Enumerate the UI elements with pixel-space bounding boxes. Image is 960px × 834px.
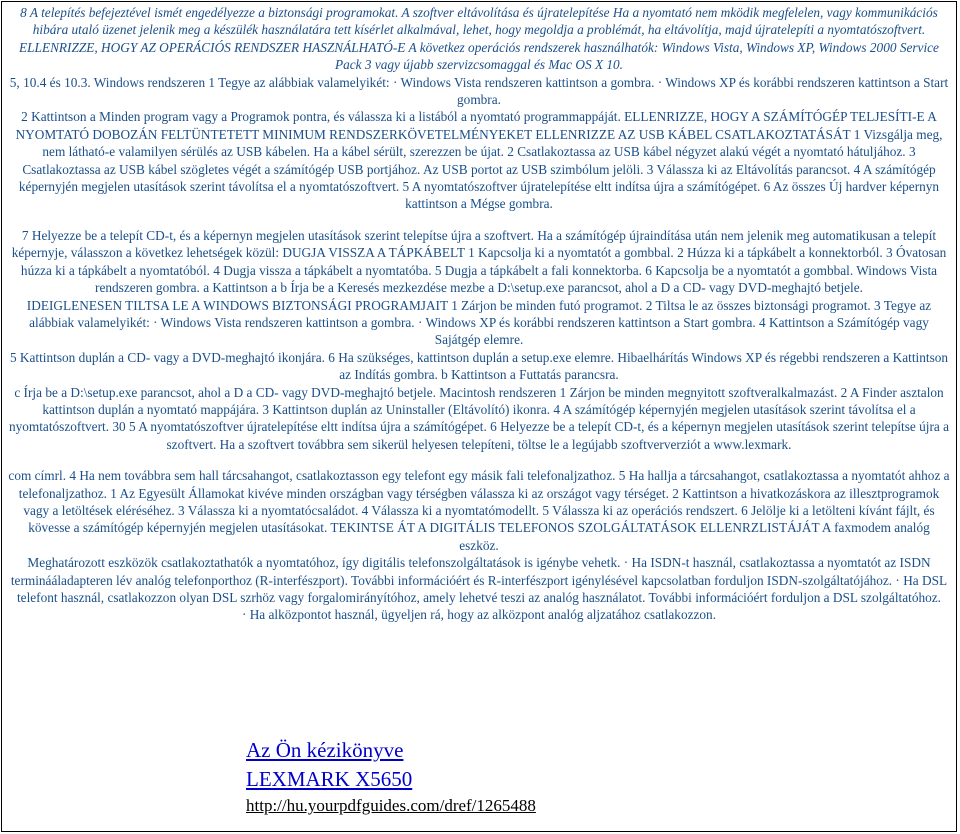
text-block-uninstall <box>8 4 950 213</box>
paragraph: 8 A telepítés befejeztével ismét engedélyezze a biztonsági programokat. A szoftver eltávolítása és újratelepítése Ha a nyomtató nem mködik megfelelen, vagy kommunikációs hibára utaló üzenet jelenik meg a készülék használatára tett kísérlet alkalmával, lehet, hogy megoldja a problémát, ha eltávolítja, majd újratelepíti a nyomtatószoftvert. ELLENRIZZE, HOGY AZ OPERÁCIÓS RENDSZER HASZNÁLHATÓ-E A következ operációs rendszerek használhatók: Windows Vista, Windows XP, Windows 2000 Service Pack 3 vagy újabb szervizcsomaggal és Mac OS X 10. <box>19 5 939 73</box>
paragraph: 7 Helyezze be a telepít CD-t, és a képernyn megjelen utasítások szerint telepítse újra a szoftvert. Ha a számítógép újraindítása után nem jelenik meg automatikusan a telepít képernyje, válasszon a következ lehetségek közül: DUGJA VISSZA A TÁPKÁBELT 1 Kapcsolja ki a nyomtatót a gombbal. 2 Húzza ki a tápkábelt a konnektorból. 3 Óvatosan húzza ki a tápkábelt a nyomtatóból. 4 Dugja vissza a tápkábelt a nyomtatóba. 5 Dugja a tápkábelt a fali konnektorba. 6 Kapcsolja be a nyomtatót a gombbal. Windows Vista rendszeren gombra. a Kattintson a b Írja be a Keresés mezkezdése mezbe a D:\setup.exe parancsot, ahol a D a CD- vagy DVD-meghajtó betjele. <box>11 227 947 296</box>
manual-title-link[interactable]: Az Ön kézikönyve <box>246 738 404 762</box>
paragraph: com címrl. 4 Ha nem továbbra sem hall tárcsahangot, csatlakoztasson egy telefont egy másik fali telefonaljzathoz. 5 Ha hallja a tárcsahangot, csatlakoztassa a nyomtatót ahhoz a telefonaljzathoz. 1 Az Egyesült Államokat kivéve minden országban vagy térségben válassza ki az országot vagy térséget. 2 Kattintson a hivatkozáskora az illesztprogramok vagy a letöltések eléréséhez. 3 Válassza ki a nyomtatócsaládot. 4 Válassza ki a nyomtatómodellt. 5 Válassza ki az operációs rendszert. 6 Jelölje ki a letölteni kívánt fájlt, és kövesse a számítógép képernyjén megjelen utasításokat. TEKINTSE ÁT A DIGITÁLIS TELEFONOS SZOLGÁLTATÁSOK ELLENRZLISTÁJÁT A faxmodem analóg eszköz. <box>8 468 950 553</box>
text-block-reinstall <box>8 227 950 453</box>
document-body <box>8 4 950 624</box>
text-block-telephone <box>8 467 950 624</box>
paragraph: 5, 10.4 és 10.3. Windows rendszeren 1 Tegye az alábbiak valamelyikét: · Windows Vista rendszeren kattintson a gombra. · Windows XP és korábbi rendszeren kattintson a Start gombra. <box>9 74 949 108</box>
guide-url-link[interactable]: http://hu.yourpdfguides.com/dref/1265488 <box>246 796 536 815</box>
paragraph: c Írja be a D:\setup.exe parancsot, ahol a D a CD- vagy DVD-meghajtó betjele. Macintosh rendszeren 1 Zárjon be minden megnyitott szoftveralkalmazást. 2 A Finder asztalon kattintson duplán a nyomtató mappájára. 3 Kattintson duplán az Uninstaller (Eltávolító) ikonra. 4 A számítógép képernyjén megjelen utasítások szerint távolítsa el a nyomtatószoftvert. 30 5 A nyomtatószoftver újratelepítése eltt indítsa újra a számítógépet. 6 Helyezze be a telepít CD-t, és a képernyn megjelen utasítások szerint telepítse újra a szoftvert. Ha a szoftvert továbbra sem sikerül helyesen telepíteni, töltse le a legújabb szoftververziót a www.lexmark. <box>8 384 950 452</box>
paragraph: · Ha alközpontot használ, ügyeljen rá, hogy az alközpont analóg aljzatához csatlakozzon. <box>241 607 717 623</box>
product-name-link[interactable]: LEXMARK X5650 <box>246 767 413 791</box>
paragraph: 2 Kattintson a Minden program vagy a Programok pontra, és válassza ki a listából a nyomtató programmappáját. ELLENRIZZE, HOGY A SZÁMÍTÓGÉP TELJESÍTI-E A NYOMTATÓ DOBOZÁN FELTÜNTETETT MINIMUM RENDSZERKÖVETELMÉNYEKET ELLENRIZZE AZ USB KÁBEL CSATLAKOZTATÁSÁT 1 Vizsgálja meg, nem látható-e valamilyen sérülés az USB kábelen. Ha a kábel sérült, szerezzen be újat. 2 Csatlakoztassa az USB kábel négyzet alakú végét a nyomtató hátuljához. 3 Csatlakoztassa az USB kábel szögletes végét a számítógép USB portjához. Az USB portot az USB szimbólum jelöli. 3 Válassza ki az Eltávolítás parancsot. 4 A számítógép képernyjén megjelen utasítások szerint távolítsa el a nyomtatószoftvert. 5 A nyomtatószoftver újratelepítése eltt indítsa újra a számítógépet. 6 Az összes Új hardver képernyn kattintson a Mégse gombra. <box>15 109 943 212</box>
paragraph: 5 Kattintson duplán a CD- vagy a DVD-meghajtó ikonjára. 6 Ha szükséges, kattintson duplán a setup.exe elemre. Hibaelhárítás Windows XP és régebbi rendszeren a Kattintson az Indítás gombra. b Kattintson a Futtatás parancsra. <box>9 349 949 383</box>
block-spacer <box>8 213 950 227</box>
page-frame <box>1 1 957 832</box>
manual-footer <box>246 736 536 818</box>
paragraph: Meghatározott eszközök csatlakoztathatók a nyomtatóhoz, így digitális telefonszolgáltatások is igénybe vehetk. · Ha ISDN-t használ, csatlakoztassa a nyomtatót az ISDN terminááladapteren lév analóg telefonporthoz (R-interfészport). További információért és R-interfészport igénylésével kapcsolatban forduljon ISDN-szolgáltatójához. · Ha DSL telefont használ, csatlakozzon olyan DSL szrhöz vagy forgalomirányítóhoz, amely lehetvé teszi az analóg használatot. További információért forduljon a DSL szolgáltatóhoz. <box>10 555 948 605</box>
paragraph: IDEIGLENESEN TILTSA LE A WINDOWS BIZTONSÁGI PROGRAMJAIT 1 Zárjon be minden futó programot. 2 Tiltsa le az összes biztonsági programot. 3 Tegye az alábbiak valamelyikét: · Windows Vista rendszeren kattintson a gombra. · Windows XP és korábbi rendszeren kattintson a Start gombra. 4 Kattintson a Számítógép vagy Sajátgép elemre. <box>26 297 932 348</box>
block-spacer <box>8 453 950 467</box>
